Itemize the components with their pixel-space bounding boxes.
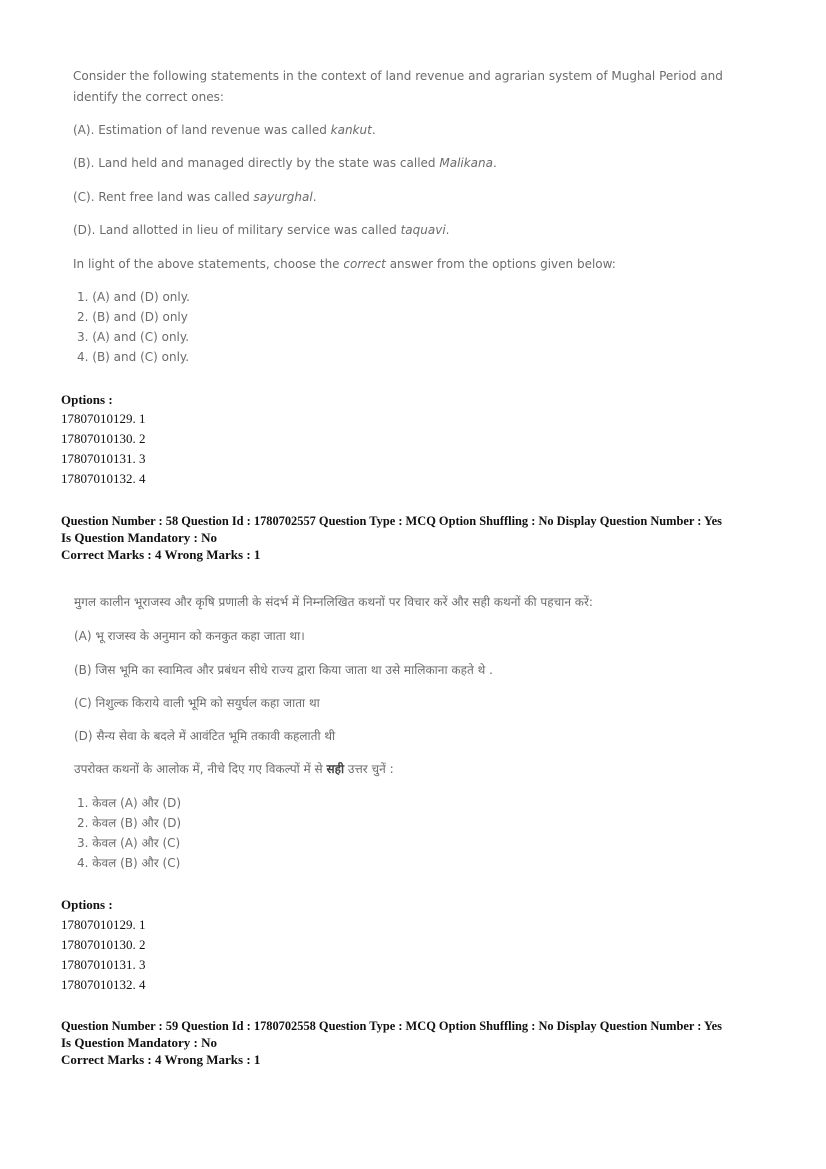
question-stem: मुगल कालीन भूराजस्व और कृषि प्रणाली के संदर्भ में निम्नलिखित कथनों पर विचार करें और सही कथनों की पहचान करें: (74, 595, 593, 609)
choice-1: 1. (A) and (D) only. (77, 290, 190, 304)
question-58-header-line2: Is Question Mandatory : No (61, 530, 218, 545)
option-item: 17807010130. 2 (61, 937, 146, 952)
statement-b: (B) जिस भूमि का स्वामित्व और प्रबंधन सीधे राज्य द्वारा किया जाता था उसे मालिकाना कहते थे . (74, 663, 493, 677)
instruction: उपरोक्त कथनों के आलोक में, नीचे दिए गए विकल्पों में से सही उत्तर चुनें : (74, 762, 394, 776)
choice-2: 2. (B) and (D) only (77, 310, 188, 324)
question-59-header-line1: Question Number : 59 Question Id : 1780702558 Question Type : MCQ Option Shuffling : No Display Question Number : Yes (61, 1019, 722, 1033)
option-item: 17807010132. 4 (61, 471, 146, 486)
choice-2: 2. केवल (B) और (D) (77, 816, 182, 830)
statement-a: (A) भू राजस्व के अनुमान को कनकुत कहा जाता था। (74, 629, 305, 643)
statement-a: (A). Estimation of land revenue was called kankut. (73, 123, 376, 137)
choice-4: 4. (B) and (C) only. (77, 350, 190, 364)
option-item: 17807010129. 1 (61, 411, 146, 426)
options-label: Options : (61, 897, 113, 912)
options-label: Options : (61, 392, 113, 407)
statement-d: (D). Land allotted in lieu of military service was called taquavi. (73, 223, 450, 237)
option-item: 17807010131. 3 (61, 957, 146, 972)
question-58-header-line1: Question Number : 58 Question Id : 1780702557 Question Type : MCQ Option Shuffling : No Display Question Number : Yes (61, 514, 722, 528)
statement-d: (D) सैन्य सेवा के बदले में आवंटित भूमि तकावी कहलाती थी (74, 729, 336, 743)
choice-3: 3. केवल (A) और (C) (77, 836, 181, 850)
question-59-header-line3: Correct Marks : 4 Wrong Marks : 1 (61, 1052, 261, 1067)
instruction: In light of the above statements, choose the correct answer from the options given below: (73, 257, 616, 271)
choice-1: 1. केवल (A) और (D) (77, 796, 182, 810)
option-item: 17807010130. 2 (61, 431, 146, 446)
option-item: 17807010129. 1 (61, 917, 146, 932)
question-59-header-line2: Is Question Mandatory : No (61, 1035, 218, 1050)
question-stem: Consider the following statements in the context of land revenue and agrarian system of Mughal Period and identify the correct ones: (73, 69, 723, 104)
statement-c: (C). Rent free land was called sayurghal. (73, 190, 317, 204)
statement-b: (B). Land held and managed directly by the state was called Malikana. (73, 156, 497, 170)
option-item: 17807010132. 4 (61, 977, 146, 992)
statement-c: (C) निशुल्क किराये वाली भूमि को सयुर्घल कहा जाता था (74, 696, 320, 710)
option-item: 17807010131. 3 (61, 451, 146, 466)
question-58-header-line3: Correct Marks : 4 Wrong Marks : 1 (61, 547, 261, 562)
choice-4: 4. केवल (B) और (C) (77, 856, 181, 870)
choice-3: 3. (A) and (C) only. (77, 330, 190, 344)
